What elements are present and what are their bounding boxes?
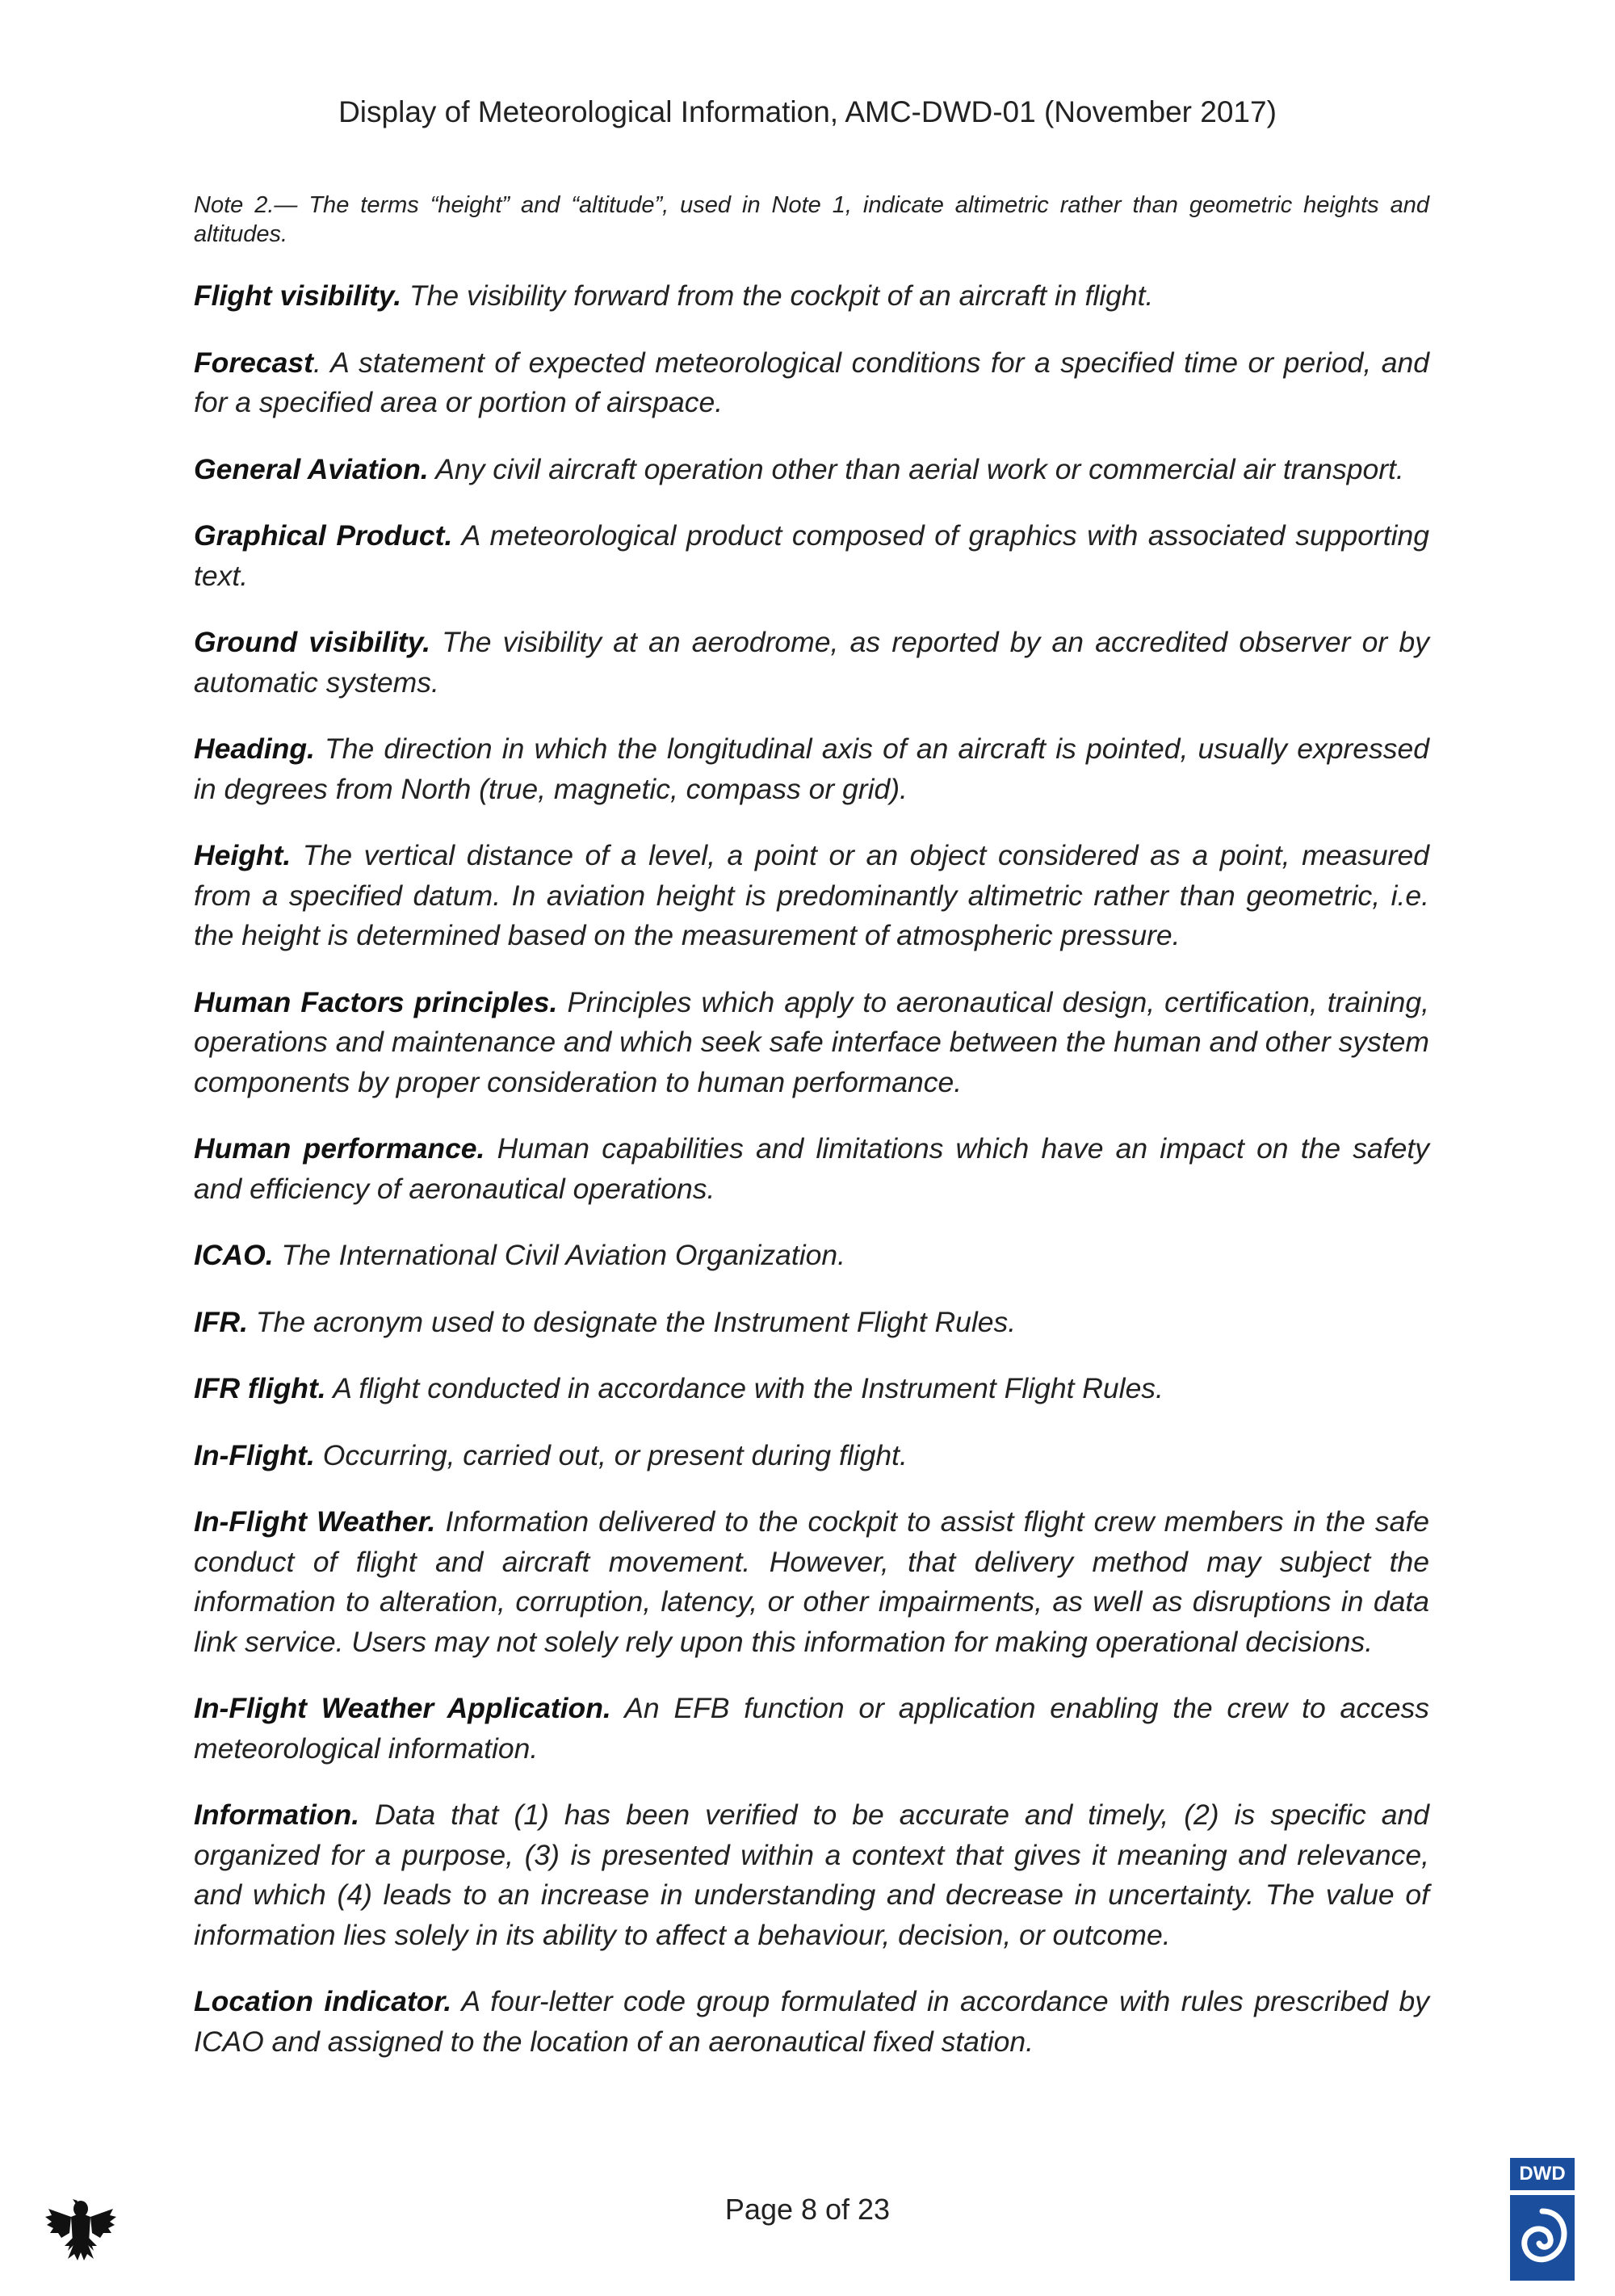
definition-term: Forecast: [194, 346, 313, 379]
definition-text: A flight conducted in accordance with the Instrument Flight Rules.: [325, 1372, 1164, 1404]
definition-heading: [194, 729, 1429, 809]
definition-term: Information.: [194, 1799, 360, 1831]
definition-text: The International Civil Aviation Organization.: [273, 1239, 846, 1271]
definition-icao: [194, 1236, 1429, 1276]
definition-general-aviation: [194, 450, 1429, 490]
definition-in-flight-weather-application: [194, 1689, 1429, 1769]
page-number: Page 8 of 23: [724, 2193, 891, 2226]
definition-text: The visibility forward from the cockpit of an aircraft in flight.: [401, 279, 1154, 312]
definition-term: Human Factors principles.: [194, 985, 558, 1018]
definition-text: Data that (1) has been verified to be accurate and timely, (2) is specific and organized for a purpose, (3) is presented within a context that gives it meaning and relevance, and which (4) leads to an increase in understanding and decrease in uncertainty. The value of information lies solely in its ability to affect a behaviour, decision, or outcome.: [194, 1799, 1429, 1951]
definition-ifr-flight: [194, 1369, 1429, 1409]
definition-text: Any civil aircraft operation other than aerial work or commercial air transport.: [428, 452, 1404, 485]
document-body: [194, 191, 1429, 2088]
definition-in-flight: [194, 1436, 1429, 1476]
definition-text: The direction in which the longitudinal axis of an aircraft is pointed, usually expressed in degrees from North (true, magnetic, compass or grid).: [194, 732, 1429, 805]
page-header: Display of Meteorological Information, AMC-DWD-01 (November 2017): [338, 95, 1277, 128]
definition-term: In-Flight Weather Application.: [194, 1692, 611, 1724]
definition-height: [194, 836, 1429, 956]
definition-term: In-Flight Weather.: [194, 1505, 436, 1538]
definition-ground-visibility: [194, 623, 1429, 703]
definition-text: The vertical distance of a level, a point or an object considered as a point, measured from a specified datum. In aviation height is predominantly altimetric rather than geometric, i.e. the height is determined based on the measurement of atmospheric pressure.: [194, 839, 1429, 951]
definition-term: Location indicator.: [194, 1985, 452, 2017]
dwd-logo-text: DWD: [1510, 2158, 1575, 2190]
definition-location-indicator: [194, 1982, 1429, 2062]
definition-text: Occurring, carried out, or present during flight.: [314, 1438, 908, 1471]
definition-text: An EFB function or application enabling the crew to access meteorological information.: [194, 1692, 1430, 1765]
note-2: Note 2.— The terms “height” and “altitude”, used in Note 1, indicate altimetric rather than geometric heights and altitudes.: [194, 192, 1429, 247]
definition-term: IFR.: [194, 1305, 249, 1338]
definition-text: . A statement of expected meteorological conditions for a specified time or period, and for a specified area or portion of airspace.: [194, 346, 1429, 418]
definition-information: [194, 1795, 1429, 1955]
definition-term: Graphical Product.: [194, 519, 453, 552]
definition-term: Flight visibility.: [194, 279, 402, 312]
definition-text: A four-letter code group formulated in accordance with rules prescribed by ICAO and assigned to the location of an aeronautical fixed station.: [194, 1985, 1429, 2058]
definition-text: Human capabilities and limitations which have an impact on the safety and efficiency of aeronautical operations.: [194, 1132, 1429, 1205]
definition-flight-visibility: [194, 276, 1429, 317]
definition-in-flight-weather: [194, 1502, 1429, 1662]
definition-term: Ground visibility.: [194, 626, 431, 658]
definition-text: The visibility at an aerodrome, as reported by an accredited observer or by automatic systems.: [194, 626, 1429, 699]
definition-term: IFR flight.: [194, 1372, 326, 1404]
definition-text: The acronym used to designate the Instrument Flight Rules.: [248, 1305, 1017, 1338]
definition-term: General Aviation.: [194, 452, 429, 485]
definition-graphical-product: [194, 516, 1429, 596]
dwd-spiral-icon: [1510, 2195, 1575, 2281]
definition-forecast: [194, 343, 1429, 423]
definition-human-factors-principles: [194, 983, 1429, 1103]
dwd-logo: [1510, 2158, 1575, 2281]
definition-ifr: [194, 1303, 1429, 1343]
definition-term: In-Flight.: [194, 1438, 315, 1471]
definition-human-performance: [194, 1129, 1429, 1209]
definition-text: A meteorological product composed of graphics with associated supporting text.: [194, 519, 1429, 592]
definition-term: Height.: [194, 839, 292, 871]
definition-term: Human performance.: [194, 1132, 485, 1165]
definition-term: ICAO.: [194, 1239, 274, 1271]
definition-text: Principles which apply to aeronautical design, certification, training, operations and maintenance and which seek safe interface between the human and other system components by proper consideration to human performance.: [194, 985, 1429, 1098]
definition-term: Heading.: [194, 732, 315, 765]
definition-text: Information delivered to the cockpit to assist flight crew members in the safe conduct of flight and aircraft movement. However, that delivery method may subject the information to alteration, corruption, latency, or other impairments, as well as disruptions in data link service. Users may not solely rely upon this information for making operational decisions.: [194, 1505, 1429, 1658]
